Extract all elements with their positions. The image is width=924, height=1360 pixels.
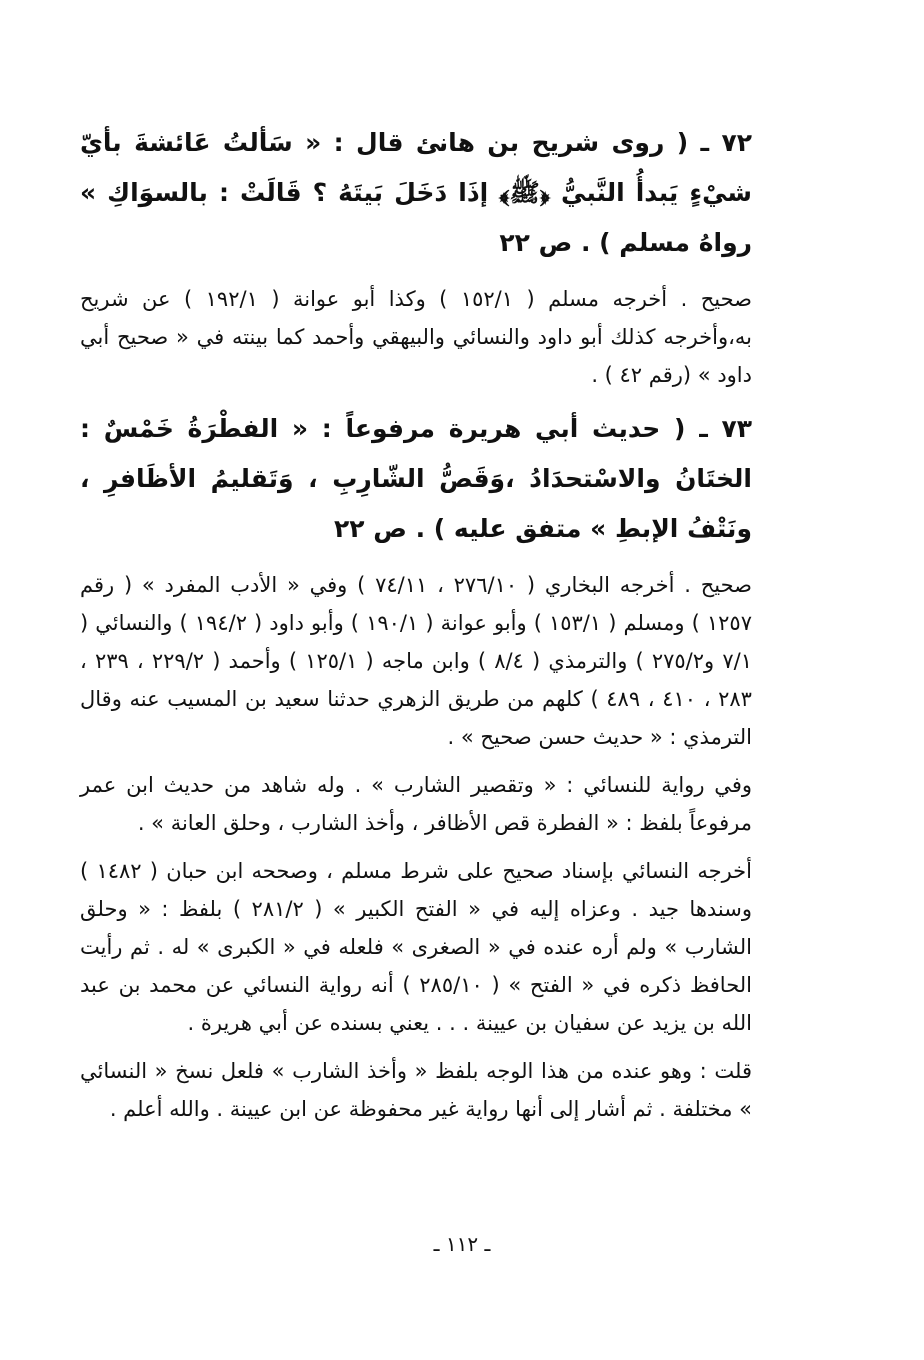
hadith-73-commentary-takhrij: صحيح . أخرجه البخاري ( ٢٧٦/١٠ ، ٧٤/١١ ) وفي « الأدب المفرد » ( رقم ١٢٥٧ ) ومسلم ( ١٥٣/١ ) وأبو عوانة ( ١٩٠/١ ) وأبو داود ( ١٩٤/٢ ) والنسائي ( ٧/١ و٢٧٥/٢ ) والترمذي ( ٨/٤ ) وابن ماجه ( ١٢٥/١ ) وأحمد ( ٢٢٩/٢ ، ٢٣٩ ، ٢٨٣ ، ٤١٠ ، ٤٨٩ ) كلهم من طريق الزهري حدثنا سعيد بن المسيب عنه وقال الترمذي : « حديث حسن صحيح » . — [80, 573, 752, 749]
hadith-73-commentary-isnad: أخرجه النسائي بإسناد صحيح على شرط مسلم ، وصححه ابن حبان ( ١٤٨٢ ) وسندها جيد . وعزاه إليه في « الفتح الكبير » ( ٢٨١/٢ ) بلفظ : « وحلق الشارب » ولم أره عنده في « الصغرى » فلعله في « الكبرى » له . ثم رأيت الحافظ ذكره في « الفتح » ( ٢٨٥/١٠ ) أنه رواية النسائي عن محمد بن عبد الله بن يزيد عن سفيان بن عيينة . . . يعني بسنده عن أبي هريرة . — [80, 859, 752, 1035]
hadith-72-text: ٧٢ ـ ( روى شريح بن هانئ قال : « سَألتُ عَائشةَ بأيّ شيْءٍ يَبدأُ النَّبيُّ ﴿ﷺ﴾ إذَا دَخَلَ بَيتَهُ ؟ قَالَتْ : بالسوَاكِ » رواهُ مسلم ) . ص ٢٢ — [80, 128, 752, 257]
page-number: ـ ١١٢ ـ — [433, 1232, 491, 1256]
page-body — [80, 118, 752, 1138]
hadith-73-commentary-nasai: وفي رواية للنسائي : « وتقصير الشارب » . وله شاهد من حديث ابن عمر مرفوعاً بلفظ : « الفطرة قص الأظافر ، وأخذ الشارب ، وحلق العانة » . — [80, 773, 752, 835]
hadith-73-text: ٧٣ ـ ( حديث أبي هريرة مرفوعاً : « الفطْرَةُ خَمْسٌ : الختَانُ والاسْتحدَادُ ،وَقَصُّ الشّارِبِ ، وَتَقليمُ الأظَافرِ ، ونَتْفُ الإبطِ » متفق عليه ) . ص ٢٢ — [80, 414, 752, 543]
hadith-73-commentary-note: قلت : وهو عنده من هذا الوجه بلفظ « وأخذ الشارب » فلعل نسخ « النسائي » مختلفة . ثم أشار إلى أنها رواية غير محفوظة عن ابن عيينة . والله أعلم . — [80, 1059, 752, 1121]
hadith-72-commentary: صحيح . أخرجه مسلم ( ١٥٢/١ ) وكذا أبو عوانة ( ١٩٢/١ ) عن شريح به،وأخرجه كذلك أبو داود والنسائي والبيهقي وأحمد كما بينته في « صحيح أبي داود » (رقم ٤٢ ) . — [80, 287, 752, 387]
